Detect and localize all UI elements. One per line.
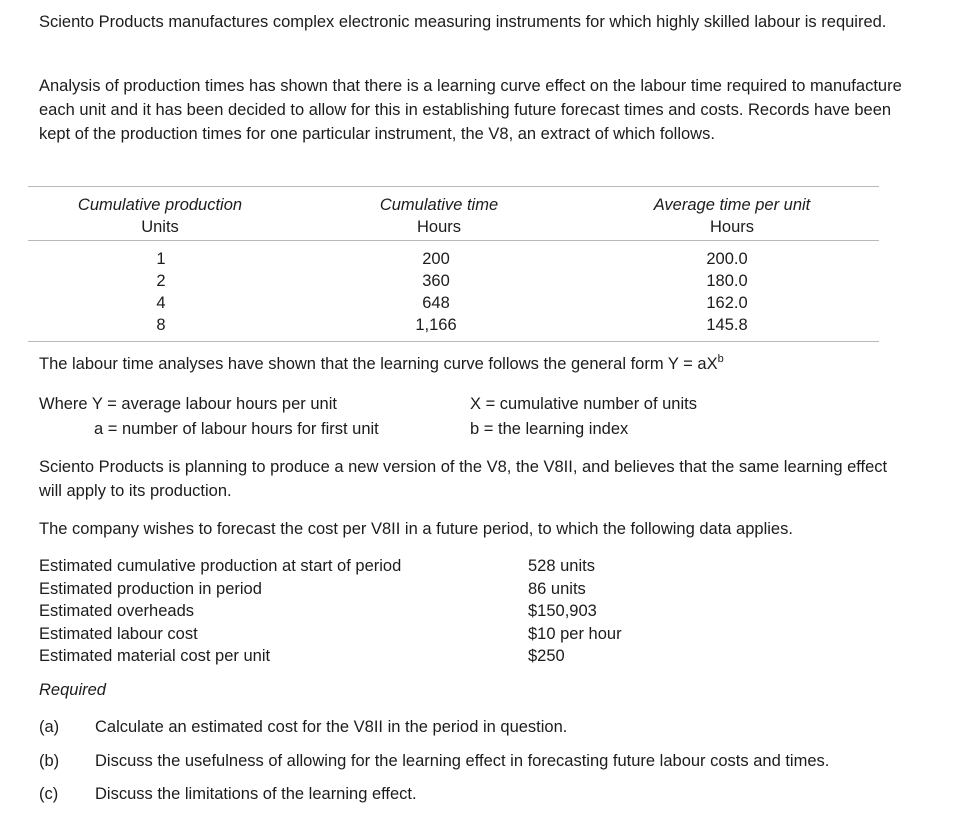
forecast-paragraph: The company wishes to forecast the cost per V8II in a future period, to which the following data applies. (39, 520, 793, 538)
required-heading: Required (39, 681, 106, 699)
estimate-value: $150,903 (528, 602, 597, 620)
table-top-rule (28, 186, 879, 187)
intro-paragraph-1: Sciento Products manufactures complex electronic measuring instruments for which highly skilled labour is required. (39, 13, 887, 31)
table-cell: 162.0 (706, 294, 748, 312)
question-c (39, 782, 417, 806)
question-label: (b) (39, 752, 60, 770)
table-cell: 1,166 (415, 316, 457, 334)
estimate-value: 528 units (528, 557, 595, 575)
header-unit: Hours (709, 218, 754, 236)
table-cell: 180.0 (706, 272, 748, 290)
table-cell: 145.8 (706, 316, 748, 334)
question-a (39, 715, 567, 739)
header-title: Cumulative time (379, 196, 499, 214)
table-cell: 8 (156, 316, 166, 334)
header-title: Cumulative production (77, 196, 243, 214)
table-cell: 648 (422, 294, 450, 312)
table-cell: 1 (156, 250, 166, 268)
definition-x: X = cumulative number of units (470, 395, 697, 413)
estimate-value: 86 units (528, 579, 586, 598)
formula-text: The labour time analyses have shown that the learning curve follows the general form Y = aX (39, 355, 718, 373)
learning-curve-formula (39, 352, 724, 376)
table-cell: 4 (156, 294, 166, 312)
estimate-value: $10 per hour (528, 624, 622, 643)
definition-y: Where Y = average labour hours per unit (39, 395, 337, 413)
header-average-time (612, 194, 852, 238)
header-cumulative-time (339, 194, 539, 238)
estimate-label: Estimated material cost per unit (39, 647, 271, 665)
header-title: Average time per unit (653, 196, 811, 214)
estimate-label: Estimated overheads (39, 602, 195, 620)
table-cell: 2 (156, 272, 166, 290)
header-unit: Units (141, 218, 179, 236)
v8ii-paragraph: Sciento Products is planning to produce a new version of the V8, the V8II, and believes that the same learning effect will apply to its production. (39, 458, 888, 500)
table-cell: 360 (422, 272, 450, 290)
question-label: (c) (39, 785, 59, 803)
formula-exponent: b (717, 353, 724, 365)
table-bottom-rule (28, 341, 879, 342)
question-text: Discuss the limitations of the learning effect. (95, 785, 417, 803)
table-cell: 200 (422, 250, 450, 268)
header-cumulative-production (60, 194, 260, 238)
question-label: (a) (39, 718, 60, 736)
definition-a: a = number of labour hours for first unit (94, 420, 379, 438)
column-average-time (687, 248, 767, 336)
column-cumulative-time (396, 248, 476, 336)
estimate-labels (39, 555, 401, 668)
estimate-values (528, 555, 622, 668)
header-unit: Hours (416, 218, 461, 236)
estimate-label: Estimated labour cost (39, 624, 198, 643)
estimate-label: Estimated cumulative production at start of period (39, 557, 402, 575)
definition-b: b = the learning index (470, 420, 629, 438)
table-cell: 200.0 (706, 250, 748, 268)
column-units (133, 248, 189, 336)
question-b (39, 749, 829, 773)
table-header-rule (28, 240, 879, 241)
question-text: Calculate an estimated cost for the V8II in the period in question. (95, 718, 568, 736)
question-text: Discuss the usefulness of allowing for the learning effect in forecasting future labour costs and times. (95, 752, 830, 770)
estimate-value: $250 (528, 647, 565, 665)
estimate-label: Estimated production in period (39, 579, 262, 598)
intro-paragraph-2: Analysis of production times has shown that there is a learning curve effect on the labour time required to manufacture each unit and it has been decided to allow for this in establishing future forecast times and costs. Records have been kept of the production times for one particular instrument, the V8, an extract of which follows. (39, 77, 902, 143)
